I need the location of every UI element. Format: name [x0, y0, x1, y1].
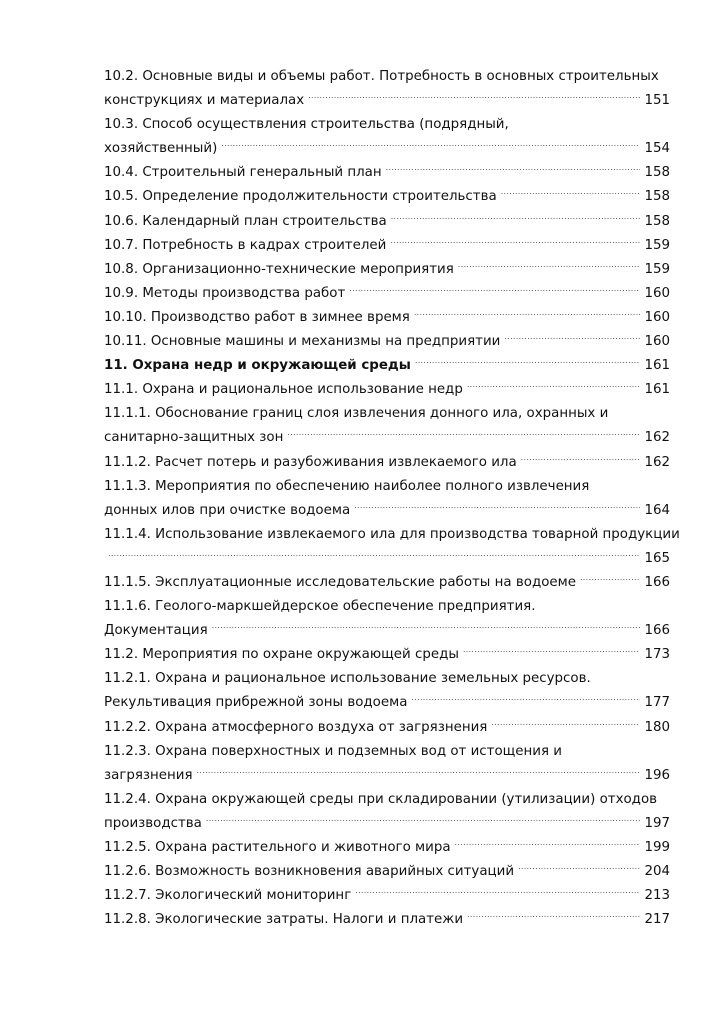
- toc-page-number: 159: [644, 237, 670, 253]
- toc-entry: [104, 667, 674, 715]
- dot-leader: [391, 210, 641, 234]
- toc-entry-title: 11.1.6. Геолого-маркшейдерское обеспечение предприятия.: [104, 599, 536, 615]
- toc-entry-title: 10.2. Основные виды и объемы работ. Потребность в основных строительных: [104, 69, 659, 84]
- toc-entry: [104, 185, 674, 209]
- dot-leader: [221, 137, 640, 161]
- toc-page-number: 160: [644, 334, 670, 350]
- toc-entry-line: [104, 595, 674, 619]
- toc-entry-line: [104, 884, 674, 908]
- toc-entry-title: 11.1.5. Эксплуатационные исследовательские работы на водоеме: [104, 574, 576, 590]
- dot-leader: [580, 571, 640, 595]
- toc-entry: [104, 571, 674, 595]
- toc-page-number: 204: [644, 864, 670, 880]
- dot-leader: [458, 258, 641, 282]
- toc-entry-line: [104, 523, 680, 547]
- toc-entry-line: [104, 691, 674, 715]
- toc-entry: [104, 282, 674, 306]
- toc-page-number: 158: [644, 189, 670, 205]
- toc-page-number: 154: [644, 141, 670, 157]
- toc-page-number: 159: [644, 261, 670, 277]
- toc-entry: [104, 908, 674, 932]
- toc-entry-title: 11.2.1. Охрана и рациональное использование земельных ресурсов.: [104, 671, 591, 687]
- toc-entry-title: 10.6. Календарный план строительства: [104, 213, 387, 229]
- dot-leader: [206, 812, 641, 836]
- toc-entry-line: [104, 475, 674, 499]
- toc-entry-title: конструкциях и материалах: [104, 93, 305, 109]
- toc-entry-title: загрязнения: [104, 767, 193, 783]
- toc-entry-line: [104, 161, 674, 185]
- toc-entry: [104, 836, 674, 860]
- toc-entry-line: [104, 378, 674, 402]
- toc-entry: [104, 65, 674, 113]
- toc-page-number: 161: [644, 382, 670, 398]
- dot-leader: [212, 619, 641, 643]
- toc-entry-title: 11.1.2. Расчет потерь и разубоживания извлекаемого ила: [104, 454, 517, 470]
- toc-entry-title: 11.1.4. Использование извлекаемого ила для производства товарной продукции: [104, 526, 680, 542]
- toc-entry-title: санитарно-защитных зон: [104, 430, 284, 446]
- toc-entry-line: [104, 643, 674, 667]
- toc-entry-title: производства: [104, 815, 202, 831]
- toc-entry: [104, 161, 674, 185]
- toc-entry: [104, 378, 674, 402]
- dot-leader: [411, 691, 640, 715]
- toc-page-number: 197: [644, 815, 670, 831]
- toc-page-number: 213: [644, 888, 670, 904]
- toc-page-number: 162: [644, 454, 670, 470]
- toc-entry-title: 10.7. Потребность в кадрах строителей: [104, 237, 387, 253]
- toc-entry-line: [104, 716, 674, 740]
- toc-page-number: 161: [644, 358, 670, 374]
- toc-page-number: 173: [644, 647, 670, 663]
- dot-leader: [386, 161, 641, 185]
- toc-entry: [104, 740, 674, 788]
- dot-leader: [467, 908, 640, 932]
- toc-entry-line: [104, 451, 674, 475]
- dot-leader: [197, 764, 641, 788]
- toc-page-number: 164: [644, 502, 670, 518]
- toc-entry-title: 11.2.4. Охрана окружающей среды при складировании (утилизации) отходов: [104, 791, 658, 807]
- toc-entry-line: [104, 282, 674, 306]
- dot-leader: [463, 643, 641, 667]
- dot-leader: [287, 426, 640, 450]
- toc-entry-title: 11.2.2. Охрана атмосферного воздуха от загрязнения: [104, 719, 488, 735]
- toc-entry-line: [104, 426, 674, 450]
- toc-entry-title: 11.1.1. Обоснование границ слоя извлечения донного ила, охранных и: [104, 406, 609, 422]
- toc-entry-title: 11.2.8. Экологические затраты. Налоги и платежи: [104, 912, 464, 928]
- toc-entry-line: [104, 764, 674, 788]
- toc-page-number: 160: [644, 309, 670, 325]
- dot-leader: [521, 451, 641, 475]
- toc-entry-title: 11.2.3. Охрана поверхностных и подземных вод от истощения и: [104, 743, 562, 759]
- toc-entry-title: 10.10. Производство работ в зимнее время: [104, 309, 410, 325]
- toc-entry-line: [104, 210, 674, 234]
- toc-entry-title: 10.11. Основные машины и механизмы на предприятии: [104, 334, 501, 350]
- toc-entry: [104, 716, 674, 740]
- dot-leader: [518, 860, 640, 884]
- toc-entry-title: хозяйственный): [104, 141, 218, 157]
- toc-entry-line: [104, 547, 674, 571]
- toc-entry: [104, 788, 674, 836]
- toc-entry-title: 10.9. Методы производства работ: [104, 285, 346, 301]
- toc-entry: [104, 234, 674, 258]
- table-of-contents: [104, 65, 680, 932]
- toc-entry-title: Документация: [104, 623, 208, 639]
- toc-entry: [104, 402, 674, 450]
- toc-page-number: 158: [644, 213, 670, 229]
- toc-entry: [104, 595, 674, 643]
- toc-entry-line: [104, 402, 674, 426]
- toc-entry-line: [104, 788, 674, 812]
- toc-page-number: 151: [644, 93, 670, 109]
- dot-leader: [414, 306, 641, 330]
- toc-entry-line: [104, 65, 674, 89]
- toc-entry-title: 11.1. Охрана и рациональное использование недр: [104, 382, 463, 398]
- dot-leader: [108, 547, 640, 571]
- dot-leader: [390, 234, 640, 258]
- toc-page-number: 166: [644, 574, 670, 590]
- toc-entry-title: 11.1.3. Мероприятия по обеспечению наиболее полного извлечения: [104, 478, 590, 494]
- toc-section-heading: [104, 354, 674, 378]
- toc-entry-title: 10.3. Способ осуществления строительства (подрядный,: [104, 117, 509, 133]
- toc-entry: [104, 860, 674, 884]
- toc-entry-title: 11.2.6. Возможность возникновения аварийных ситуаций: [104, 864, 515, 880]
- dot-leader: [415, 354, 641, 378]
- toc-entry-line: [104, 908, 674, 932]
- dot-leader: [355, 884, 640, 908]
- dot-leader: [501, 185, 641, 209]
- toc-entry-line: [104, 836, 674, 860]
- toc-entry-title: 10.8. Организационно-технические мероприятия: [104, 261, 454, 277]
- toc-entry: [104, 451, 674, 475]
- dot-leader: [349, 282, 640, 306]
- toc-entry-line: [104, 667, 674, 691]
- toc-entry: [104, 210, 674, 234]
- toc-entry-title: 10.4. Строительный генеральный план: [104, 165, 382, 181]
- toc-page-number: 199: [644, 840, 670, 855]
- toc-entry-line: [104, 812, 674, 836]
- toc-entry-line: [104, 499, 674, 523]
- toc-entry-line: [104, 185, 674, 209]
- toc-entry-line: [104, 619, 674, 643]
- toc-entry-line: [104, 860, 674, 884]
- toc-entry-line: [104, 258, 674, 282]
- toc-entry: [104, 306, 674, 330]
- dot-leader: [491, 716, 640, 740]
- toc-entry: [104, 330, 674, 354]
- toc-entry-title: 11.2.7. Экологический мониторинг: [104, 888, 352, 904]
- toc-entry: [104, 884, 674, 908]
- toc-page-number: 166: [644, 623, 670, 639]
- toc-entry-line: [104, 571, 674, 595]
- toc-entry-line: [104, 113, 674, 137]
- toc-entry-line: [104, 306, 674, 330]
- dot-leader: [354, 499, 640, 523]
- toc-entry-line: [104, 234, 674, 258]
- toc-entry-title: 11.2.5. Охрана растительного и животного мира: [104, 840, 451, 855]
- toc-entry-title: 11.2. Мероприятия по охране окружающей среды: [104, 647, 459, 663]
- toc-entry-title: Рекультивация прибрежной зоны водоема: [104, 695, 408, 711]
- toc-entry-title: 11. Охрана недр и окружающей среды: [104, 358, 411, 374]
- toc-entry-line: [104, 330, 674, 354]
- toc-page-number: 180: [644, 719, 670, 735]
- toc-entry-line: [104, 89, 674, 113]
- toc-entry: [104, 113, 674, 161]
- dot-leader: [467, 378, 641, 402]
- toc-page-number: 196: [644, 767, 670, 783]
- dot-leader: [455, 836, 641, 860]
- toc-entry-title: 10.5. Определение продолжительности строительства: [104, 189, 497, 205]
- toc-page-number: 217: [644, 912, 670, 928]
- toc-entry: [104, 475, 674, 523]
- toc-page-number: 162: [644, 430, 670, 446]
- toc-entry: [104, 523, 680, 571]
- toc-entry-line: [104, 740, 674, 764]
- toc-page-number: 158: [644, 165, 670, 181]
- toc-entry-line: [104, 354, 674, 378]
- toc-entry-title: донных илов при очистке водоема: [104, 502, 351, 518]
- toc-page-number: 165: [644, 550, 670, 566]
- toc-entry: [104, 643, 674, 667]
- toc-entry-line: [104, 137, 674, 161]
- toc-page-number: 177: [644, 695, 670, 711]
- toc-entry: [104, 258, 674, 282]
- toc-page-number: 160: [644, 285, 670, 301]
- dot-leader: [308, 89, 640, 113]
- dot-leader: [504, 330, 640, 354]
